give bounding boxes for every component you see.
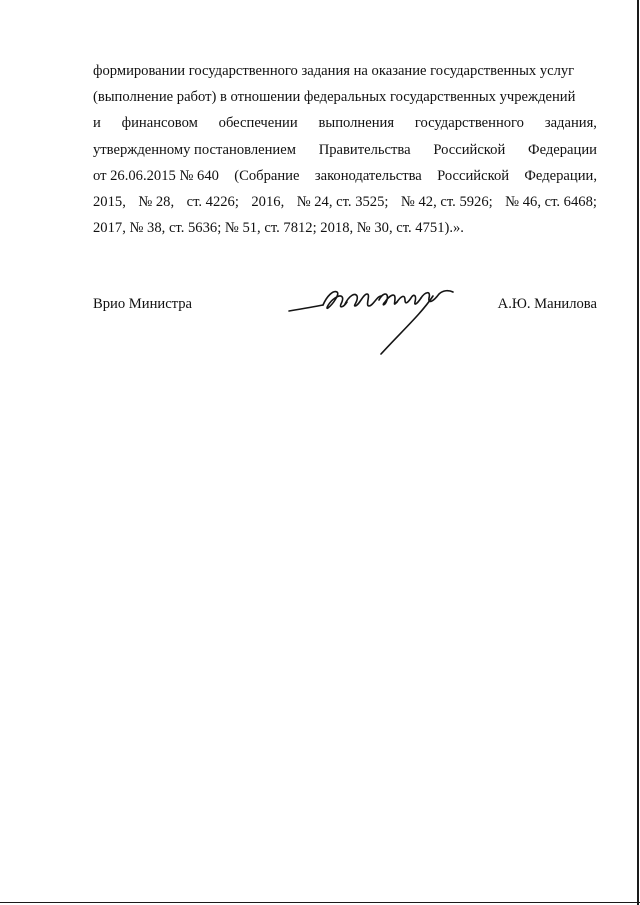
word: выполнения [318,115,395,132]
word: утвержденному постановлением [93,141,296,158]
paragraph-line: формировании государственного задания на оказание государственных услуг [93,63,575,79]
word: ст. 4226; [186,194,239,211]
scan-edge-bottom [0,902,640,903]
word: Федерации [528,141,597,158]
word: Правительства [318,141,411,158]
word: Российской [437,167,510,184]
signer-name: А.Ю. Манилова [497,296,597,312]
paragraph-line: 2017, № 38, ст. 5636; № 51, ст. 7812; 2018, № 30, ст. 4751).». [93,220,464,237]
word: задания, [544,115,597,132]
word: обеспечении [218,115,298,132]
word: № 42, ст. 5926; [400,194,493,211]
word: № 28, [138,194,175,211]
word: финансовом [121,115,198,132]
word: Федерации, [524,167,597,184]
word: 2015, [93,194,126,211]
word: 2016, [251,194,285,211]
word: законодательства [314,167,422,184]
scan-edge-right [637,0,639,905]
paragraph-line [93,163,597,189]
paragraph-line [93,189,597,215]
word: (Собрание [234,167,300,184]
word: государственного [414,115,524,132]
handwritten-signature [283,284,473,364]
word: № 46, ст. 6468; [505,194,597,211]
paragraph-line: (выполнение работ) в отношении федеральных государственных учреждений [93,89,576,106]
word: Российской [433,141,506,158]
word: от 26.06.2015 № 640 [93,167,219,184]
paragraph-line [93,110,597,136]
signature-block [93,296,597,376]
signer-position: Врио Министра [93,296,192,312]
paragraph-line [93,137,597,163]
word: № 24, ст. 3525; [296,194,389,211]
word: и [93,115,101,132]
body-paragraph [93,58,597,241]
